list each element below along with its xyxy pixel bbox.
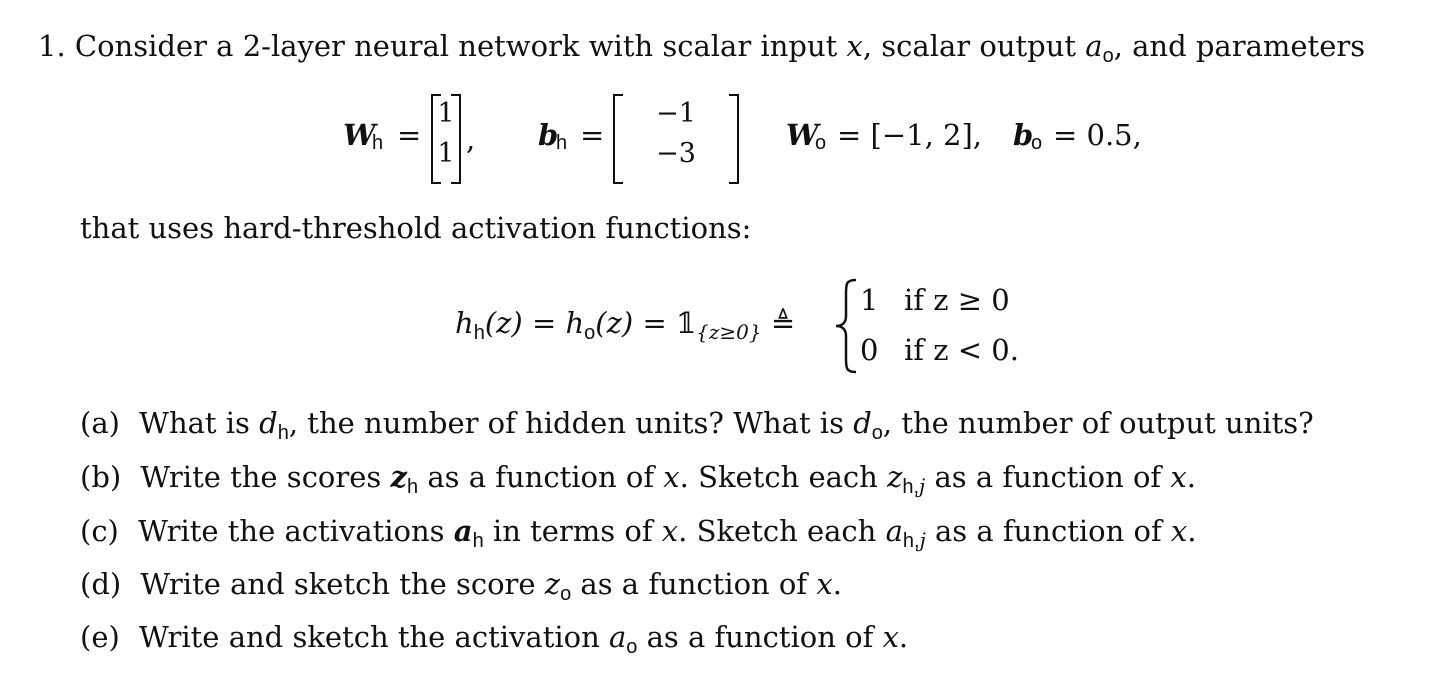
bh-symbol: b [538,118,559,152]
Wo-symbol: W [786,118,819,152]
Wh-sub: h [372,132,384,154]
intro-mid: , scalar output [862,29,1077,63]
Wo-value: = [−1, 2], [837,118,982,152]
part-text: Write and sketch the activation [139,620,600,654]
part-text: . [832,567,842,601]
Wh-comma: , [466,122,476,156]
sub-h: h [407,476,419,498]
sub-h: h [472,530,484,552]
bh-eq: = [580,118,605,152]
Wh-symbol: W [343,118,376,152]
part-text: as a function of [646,620,874,654]
Wh-entry-1: 1 [437,98,455,129]
part-label: (b) [80,460,122,494]
var-x: x [816,567,833,601]
case2-value: 0 [860,333,879,367]
part-text: as a function of [934,460,1162,494]
part-text: What is [139,406,250,440]
var-a: a [885,514,903,548]
intro-after: , and parameters [1113,29,1366,63]
var-x: x [1170,460,1187,494]
bo-sub: o [1031,132,1043,154]
Wh-eq: = [397,118,422,152]
Wh-entry-2: 1 [437,138,455,169]
var-a-bold: a [453,514,473,548]
sub-h: h, [902,476,920,498]
part-text: in terms of [492,514,653,548]
part-text: , the number of hidden units? What is [288,406,844,440]
sub-o: o [626,636,638,658]
part-text: Write the activations [138,514,445,548]
sub-o: o [560,583,572,605]
var-z: z [887,460,903,494]
part-text: . [898,620,909,654]
var-x: x [882,620,899,654]
eq-1: = [531,306,557,340]
equation-lhs [455,306,796,344]
sub-j: j [919,528,926,552]
part-e [80,620,909,658]
var-a: a [1085,29,1103,63]
var-z-bold: z [390,460,407,494]
part-text: Write and sketch the score [140,567,536,601]
bh-matrix [613,94,739,180]
indicator-sub: {z≥0} [696,320,762,344]
var-d: d [853,406,872,440]
var-a: a [608,620,627,654]
var-x: x [846,29,863,63]
h-symbol-2: h [565,306,585,340]
sub-o: o [871,422,883,444]
left-brace-icon [834,278,860,374]
activation-intro: that uses hard-threshold activation functions: [80,211,752,245]
part-label: (a) [80,406,120,440]
case2-condition: if z < 0. [904,333,1019,367]
var-x: x [1170,514,1188,548]
case1-condition: if z ≥ 0 [904,283,1010,317]
bh-entry-2: −3 [656,138,696,169]
case1-value: 1 [860,283,879,317]
var-d: d [259,406,278,440]
intro-text: Consider a 2-layer neural network with scalar input [74,29,838,63]
h-arg-2: (z) [595,306,634,340]
h-sub-o: o [584,322,596,344]
h-arg-1: (z) [484,306,523,340]
part-text: as a function of [580,567,808,601]
bo-value: = 0.5, [1053,118,1142,152]
indicator-symbol: 𝟙 [675,306,697,340]
part-label: (d) [80,567,122,601]
problem-number: 1. [38,29,66,63]
bo-symbol: b [1013,118,1034,152]
h-sub-h: h [473,322,485,344]
part-label: (e) [80,620,120,654]
part-text: , the number of output units? [882,406,1314,440]
Wo-sub: o [815,132,827,154]
bh-entry-1: −1 [656,98,696,129]
part-a [80,406,1314,444]
sub-o: o [1102,45,1114,67]
sub-h: h, [902,530,920,552]
part-c [80,514,1197,552]
part-text: . [1187,514,1197,548]
var-z: z [544,567,561,601]
var-x: x [663,460,680,494]
part-text: . Sketch each [678,514,877,548]
part-text: as a function of [427,460,655,494]
part-text: . Sketch each [679,460,878,494]
bh-sub: h [556,132,568,154]
h-symbol-1: h [455,306,474,340]
part-text: as a function of [934,514,1162,548]
problem-intro [38,29,1366,67]
sub-j: j [919,474,926,498]
part-b [80,460,1196,498]
eq-2: = [642,306,667,340]
part-text: . [1186,460,1196,494]
part-d [80,567,842,605]
part-label: (c) [80,514,119,548]
part-text: Write the scores [140,460,382,494]
defeq-symbol: ≜ [770,306,796,340]
Wh-matrix [431,94,461,180]
sub-h: h [277,422,289,444]
var-x: x [661,514,679,548]
